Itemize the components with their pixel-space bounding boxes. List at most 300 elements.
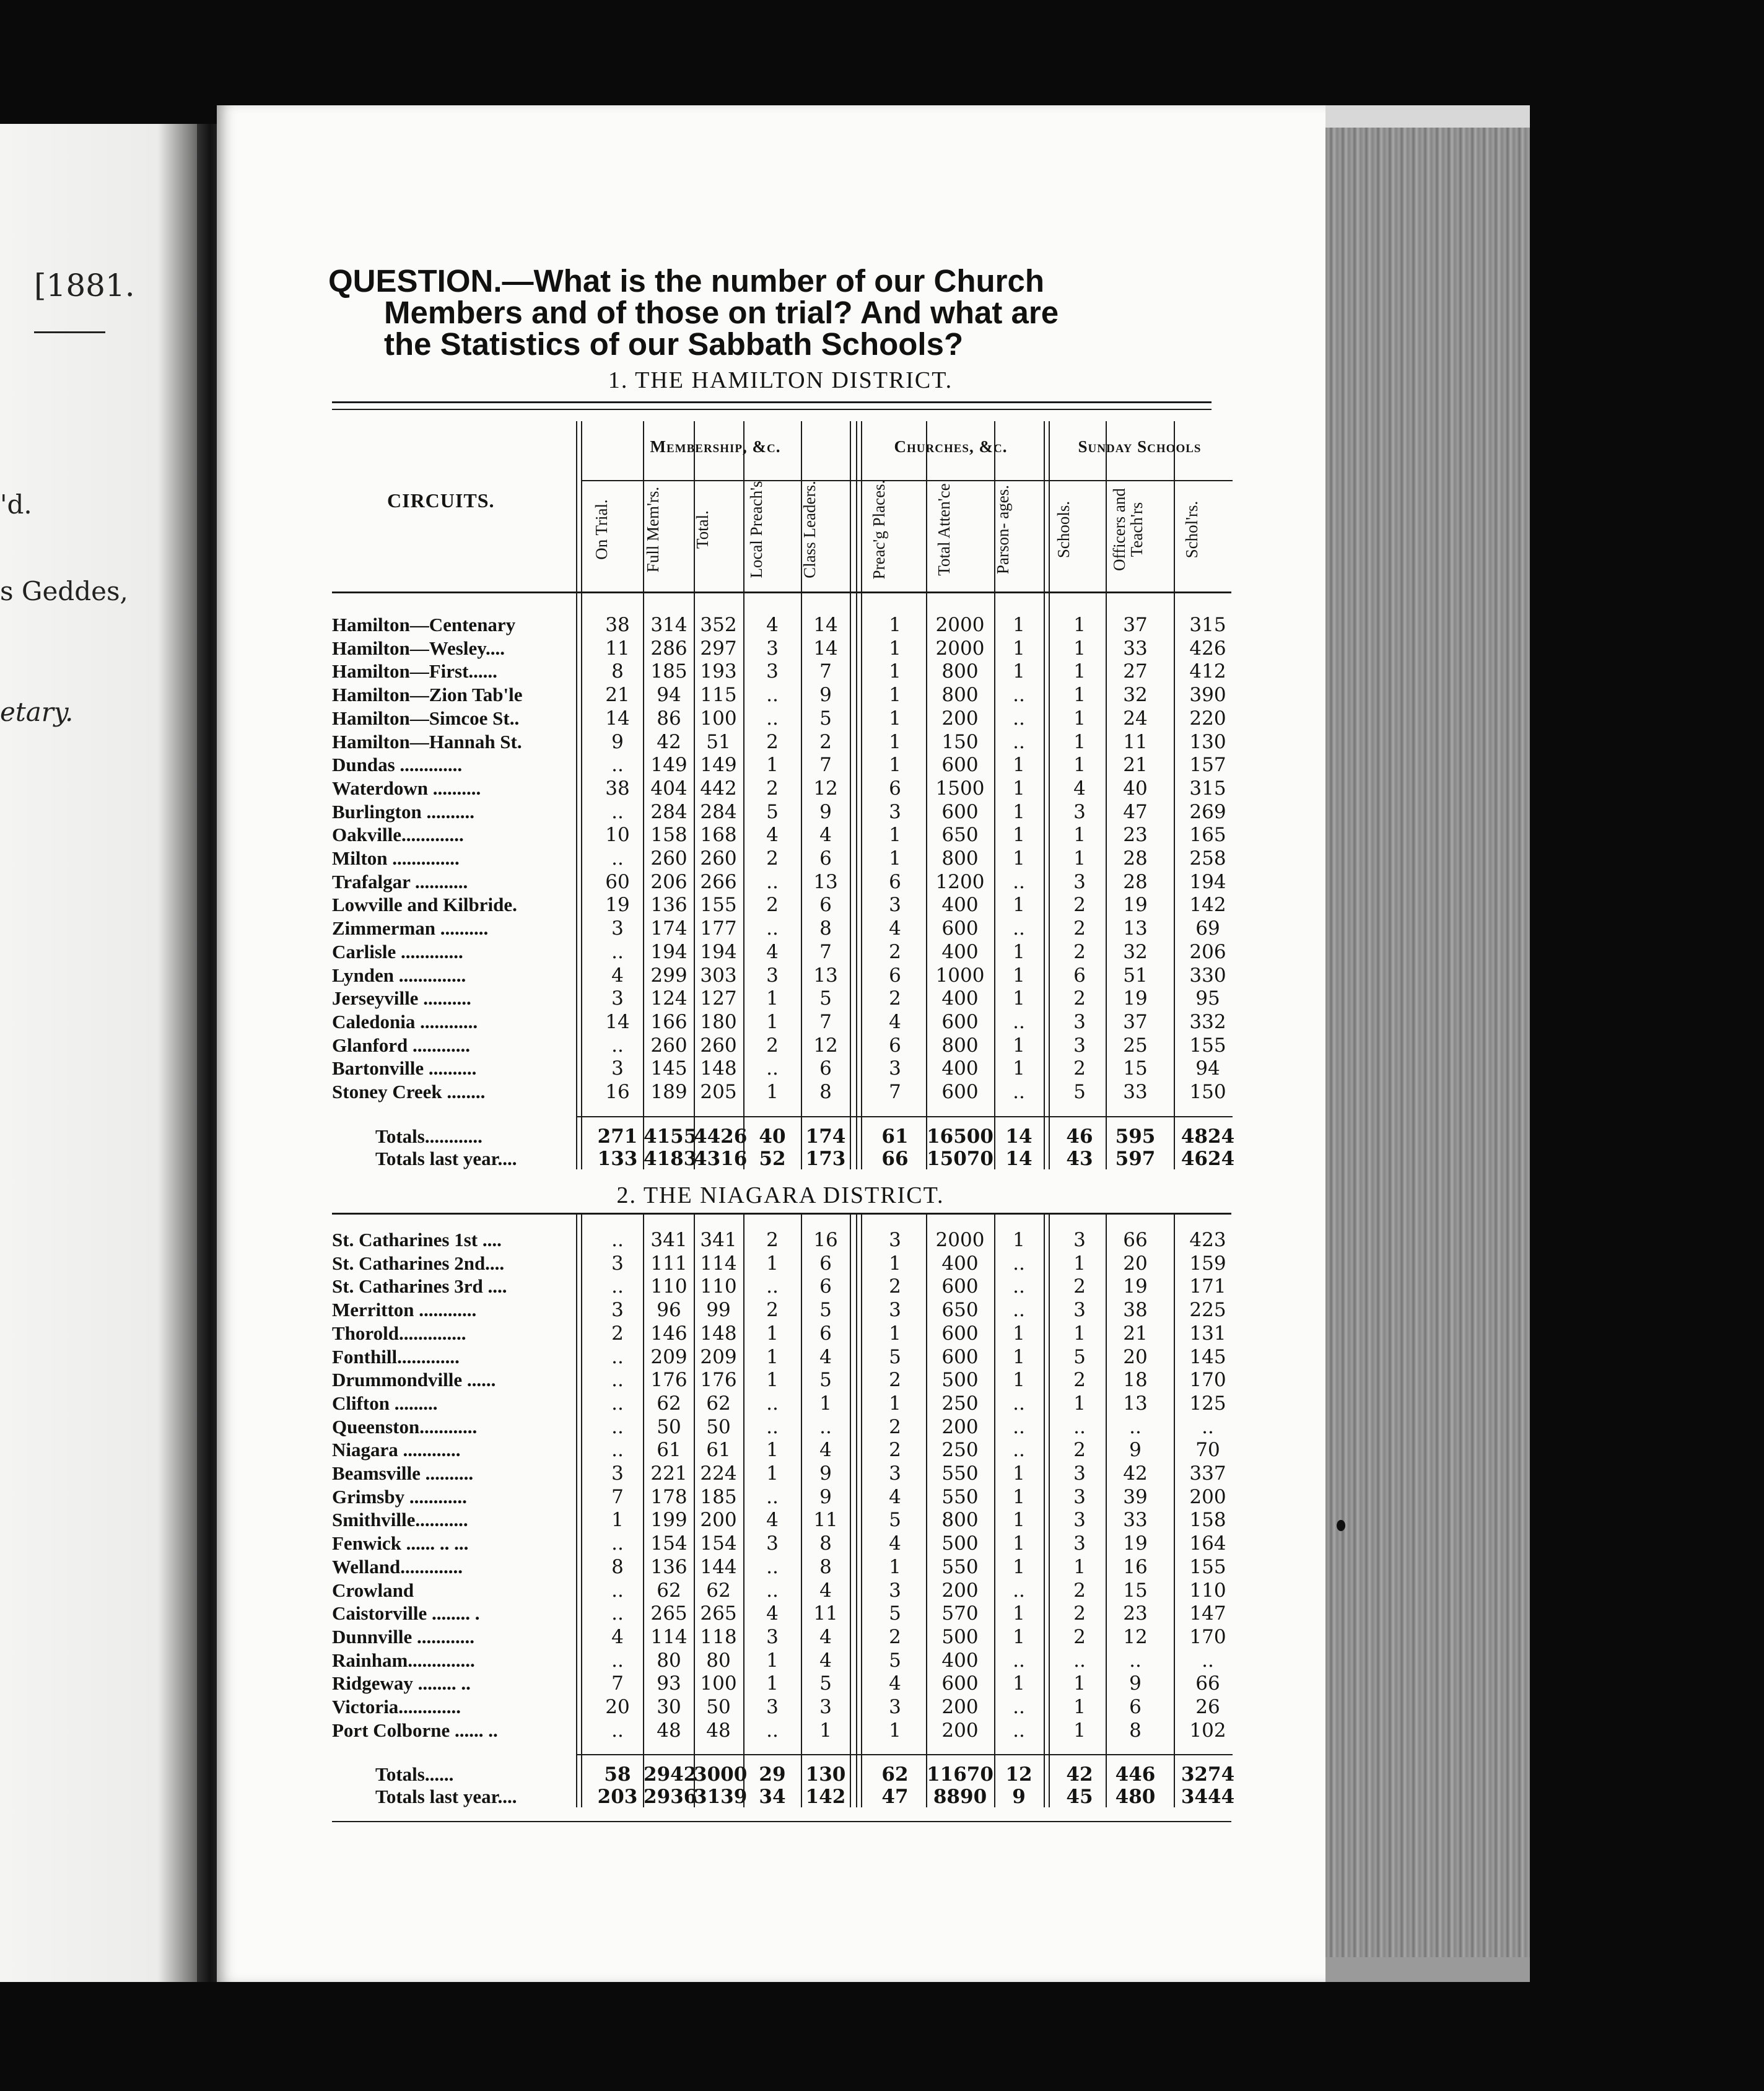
cell-full-members: 314 [650,614,688,636]
cell-local-preachers: .. [766,870,779,893]
table-row [332,637,1236,660]
cell-parsonages: .. [1013,1439,1025,1462]
district-title-hamilton: 1. THE HAMILTON DISTRICT. [608,367,953,393]
cell-total-members: 48 [706,1719,731,1742]
circuit-name: Bartonville .......... [332,1057,477,1080]
cell-class-leaders: 12 [813,1034,838,1057]
cell-parsonages: 1 [1013,940,1025,963]
cell-officers-teachers: 16 [1123,1555,1148,1578]
table-row [332,1532,1236,1555]
cell-schools: 42 [1066,1763,1093,1786]
cell-on-trial: 203 [597,1786,638,1809]
cell-total-attendance: 200 [941,1579,979,1602]
column-rule [1174,1214,1175,1807]
page-fore-edge [1325,105,1530,1982]
table-row [332,683,1236,707]
cell-officers-teachers: 25 [1123,1034,1148,1057]
cell-full-members: 48 [657,1719,681,1742]
cell-parsonages: .. [1013,1579,1025,1602]
cell-on-trial: .. [611,1345,624,1368]
cell-class-leaders: 6 [819,1275,832,1298]
cell-scholars: 159 [1189,1252,1226,1275]
cell-parsonages: 1 [1013,1625,1025,1648]
cell-on-trial: 3 [611,1057,624,1080]
circuit-name: St. Catharines 1st .... [332,1229,502,1251]
cell-full-members: 42 [657,730,681,753]
cell-officers-teachers: 40 [1123,777,1148,800]
cell-schools: 3 [1073,1010,1086,1033]
cell-scholars: 4824 [1181,1125,1235,1148]
cell-preaching-places: 1 [889,1392,901,1415]
cell-parsonages: 1 [1013,1602,1025,1625]
cell-scholars: 332 [1189,1010,1226,1033]
cell-total-members: 341 [700,1229,737,1251]
cell-officers-teachers: 33 [1123,637,1148,660]
cell-officers-teachers: 37 [1123,1010,1148,1033]
cell-total-members: 114 [700,1252,737,1275]
district-divider-rule [332,1213,1231,1215]
cell-officers-teachers: 19 [1123,1275,1148,1298]
cell-local-preachers: 3 [766,1532,779,1555]
cell-total-members: 265 [700,1602,737,1625]
table-row [332,800,1236,824]
cell-officers-teachers: 595 [1115,1125,1156,1148]
cell-preaching-places: 7 [889,1081,901,1103]
cell-local-preachers: 1 [766,1322,779,1345]
cell-parsonages: 1 [1013,754,1025,777]
cell-parsonages: .. [1013,1719,1025,1742]
cell-full-members: 110 [650,1275,688,1298]
cell-officers-teachers: 19 [1123,894,1148,917]
cell-total-members: 209 [700,1345,737,1368]
column-header-total-members [694,471,743,588]
cell-schools: 1 [1073,824,1086,847]
cell-total-attendance: 1200 [935,870,985,893]
cell-total-members: 168 [700,824,737,847]
left-page-fragment: s Geddes, [0,576,128,606]
cell-local-preachers: 1 [766,1369,779,1392]
cell-class-leaders: 173 [805,1147,846,1170]
cell-parsonages: 9 [1012,1786,1026,1809]
table-row [332,1719,1236,1742]
cell-on-trial: 3 [611,917,624,940]
cell-officers-teachers: .. [1129,1415,1142,1438]
circuit-name: Glanford ............ [332,1034,471,1056]
churches-group-header: Churches, &c. [894,437,1008,456]
cell-total-attendance: 250 [941,1439,979,1462]
cell-scholars: 171 [1189,1275,1226,1298]
cell-local-preachers: 1 [766,1252,779,1275]
cell-total-attendance: 400 [941,1057,979,1080]
cell-local-preachers: 5 [766,800,779,823]
cell-schools: 3 [1073,1509,1086,1532]
cell-officers-teachers: 9 [1129,1439,1142,1462]
column-header-class-leaders [801,471,850,588]
cell-on-trial: 4 [611,964,624,987]
cell-class-leaders: 5 [819,1672,832,1695]
circuit-name: Zimmerman .......... [332,917,489,940]
cell-total-members: 62 [706,1392,731,1415]
column-rule [1106,421,1107,1169]
cell-officers-teachers: 19 [1123,987,1148,1010]
circuit-name: Hamilton—Wesley.... [332,637,505,659]
cell-local-preachers: .. [766,1485,779,1508]
cell-preaching-places: 2 [889,1415,901,1438]
cell-parsonages: .. [1013,1415,1025,1438]
cell-local-preachers: 3 [766,964,779,987]
cell-on-trial: 3 [611,987,624,1010]
circuit-name: Lowville and Kilbride. [332,894,517,916]
cell-total-members: 118 [700,1625,737,1648]
cell-full-members: 194 [650,940,688,963]
table-row [332,777,1236,800]
cell-class-leaders: 4 [819,1579,832,1602]
cell-preaching-places: 2 [889,1625,901,1648]
cell-total-members: 100 [700,1672,737,1695]
cell-officers-teachers: 11 [1123,730,1148,753]
cell-total-members: 127 [700,987,737,1010]
column-header-label: Preac'g Places. [870,479,888,580]
column-rule [581,1214,582,1807]
cell-parsonages: 1 [1013,1322,1025,1345]
table-row [332,917,1236,940]
cell-scholars: 147 [1189,1602,1226,1625]
cell-preaching-places: 2 [889,1369,901,1392]
cell-class-leaders: 5 [819,987,832,1010]
circuit-name: Queenston............ [332,1415,478,1438]
circuit-name: Stoney Creek ........ [332,1081,486,1102]
cell-full-members: 30 [657,1696,681,1718]
table-row [332,1625,1236,1649]
cell-on-trial: 58 [604,1763,631,1786]
table-top-rule [332,401,1212,403]
left-page-fragment: 'd. [0,489,32,520]
cell-preaching-places: 4 [889,1485,901,1508]
cell-full-members: 146 [650,1322,688,1345]
cell-on-trial: .. [611,1369,624,1392]
cell-preaching-places: 6 [889,777,901,800]
cell-scholars: .. [1202,1649,1214,1672]
cell-total-members: 193 [700,660,737,683]
cell-schools: 2 [1073,1275,1086,1298]
cell-local-preachers: .. [766,684,779,707]
circuit-name: Merritton ............ [332,1299,477,1321]
question-line: QUESTION.—What is the number of our Church [328,263,1045,299]
cell-local-preachers: .. [766,1719,779,1742]
cell-scholars: 66 [1195,1672,1220,1695]
cell-officers-teachers: 6 [1129,1696,1142,1718]
cell-total-members: 260 [700,1034,737,1057]
column-rule [694,421,695,1169]
column-rule [743,421,744,1169]
cell-total-attendance: 600 [941,1275,979,1298]
cell-schools: 43 [1066,1147,1093,1170]
cell-total-members: 185 [700,1485,737,1508]
cell-full-members: 96 [657,1299,681,1322]
column-rule [1106,1214,1107,1807]
cell-class-leaders: 142 [805,1786,846,1809]
circuit-name: Crowland [332,1579,414,1601]
cell-total-members: 194 [700,940,737,963]
cell-local-preachers: 29 [759,1763,786,1786]
cell-total-members: 99 [706,1299,731,1322]
circuit-name: Hamilton—Zion Tab'le [332,684,523,706]
totals-label: Totals last year.... [375,1786,517,1808]
cell-local-preachers: 3 [766,660,779,683]
cell-full-members: 299 [650,964,688,987]
table-row [332,870,1236,894]
cell-parsonages: 1 [1013,824,1025,847]
circuit-name: Clifton ......... [332,1392,438,1414]
cell-schools: 2 [1073,1057,1086,1080]
totals-rule [576,1116,1233,1117]
cell-scholars: 206 [1189,940,1226,963]
totals-row [332,1147,1236,1171]
cell-total-members: 51 [706,730,731,753]
cell-class-leaders: .. [819,1415,832,1438]
table-row [332,1438,1236,1462]
table-row [332,1275,1236,1298]
cell-class-leaders: 1 [819,1719,832,1742]
cell-officers-teachers: 597 [1115,1147,1156,1170]
cell-total-members: 149 [700,754,737,777]
left-page-rule [34,331,105,333]
circuit-name: Hamilton—Centenary [332,614,516,635]
cell-on-trial: 60 [605,870,630,893]
cell-total-attendance: 600 [941,754,979,777]
table-row [332,707,1236,730]
cell-parsonages: .. [1013,870,1025,893]
cell-full-members: 158 [650,824,688,847]
column-rule [1044,421,1045,1169]
cell-on-trial: .. [611,1415,624,1438]
circuit-name: Trafalgar ........... [332,870,468,893]
cell-scholars: 200 [1189,1485,1226,1508]
cell-preaching-places: 6 [889,870,901,893]
cell-local-preachers: .. [766,1415,779,1438]
column-rule [1049,421,1050,1169]
circuit-name: Ridgeway ........ .. [332,1672,471,1695]
cell-preaching-places: 66 [881,1147,909,1170]
cell-total-attendance: 800 [941,684,979,707]
cell-scholars: 225 [1189,1299,1226,1322]
cell-full-members: 2942 [644,1763,697,1786]
cell-officers-teachers: 20 [1123,1252,1148,1275]
cell-schools: 1 [1073,847,1086,870]
totals-row [332,1125,1236,1148]
column-rule [850,421,851,1169]
cell-parsonages: 1 [1013,987,1025,1010]
cell-scholars: 145 [1189,1345,1226,1368]
cell-local-preachers: .. [766,1579,779,1602]
cell-scholars: 69 [1195,917,1220,940]
cell-schools: 3 [1073,1034,1086,1057]
cell-scholars: 102 [1189,1719,1226,1742]
table-row [332,1345,1236,1369]
cell-preaching-places: 5 [889,1345,901,1368]
column-header-on-trial [593,471,642,588]
left-page-year: [1881. [34,268,135,303]
circuit-name: St. Catharines 3rd .... [332,1275,507,1298]
cell-total-attendance: 600 [941,917,979,940]
cell-class-leaders: 4 [819,824,832,847]
cell-scholars: 150 [1189,1081,1226,1103]
table-row [332,660,1236,683]
cell-schools: 1 [1073,614,1086,636]
cell-on-trial: 133 [597,1147,638,1170]
left-facing-page [0,124,197,1982]
cell-full-members: 4155 [644,1125,697,1148]
cell-on-trial: 11 [605,637,630,660]
cell-total-attendance: 250 [941,1392,979,1415]
circuit-name: Jerseyville .......... [332,987,471,1010]
cell-scholars: 170 [1189,1369,1226,1392]
cell-preaching-places: 6 [889,964,901,987]
table-row [332,1462,1236,1485]
totals-row [332,1763,1236,1786]
cell-parsonages: 1 [1013,1345,1025,1368]
cell-full-members: 61 [657,1439,681,1462]
cell-full-members: 176 [650,1369,688,1392]
cell-local-preachers: 1 [766,1649,779,1672]
table-row [332,964,1236,987]
cell-total-members: 61 [706,1439,731,1462]
cell-parsonages: 1 [1013,660,1025,683]
cell-on-trial: 19 [605,894,630,917]
cell-schools: 2 [1073,1439,1086,1462]
cell-parsonages: 1 [1013,1229,1025,1251]
cell-class-leaders: 11 [813,1509,838,1532]
cell-full-members: 221 [650,1462,688,1485]
cell-local-preachers: 1 [766,1081,779,1103]
table-row [332,1555,1236,1579]
cell-local-preachers: 1 [766,1010,779,1033]
cell-parsonages: 12 [1005,1763,1033,1786]
cell-class-leaders: 6 [819,1057,832,1080]
cell-on-trial: 4 [611,1625,624,1648]
cell-schools: 5 [1073,1081,1086,1103]
cell-total-attendance: 550 [941,1555,979,1578]
circuit-name: Niagara ............ [332,1439,461,1461]
cell-scholars: 95 [1195,987,1220,1010]
table-row [332,823,1236,847]
cell-on-trial: .. [611,847,624,870]
cell-full-members: 206 [650,870,688,893]
circuit-name: Lynden .............. [332,964,466,986]
fore-edge-top [1325,105,1530,128]
table-row [332,1228,1236,1252]
cell-on-trial: 20 [605,1696,630,1718]
cell-preaching-places: 2 [889,987,901,1010]
cell-scholars: 165 [1189,824,1226,847]
column-rule [801,1214,802,1807]
cell-schools: 5 [1073,1345,1086,1368]
cell-on-trial: .. [611,1532,624,1555]
left-page-fragment: etary. [0,697,74,727]
cell-schools: 3 [1073,1229,1086,1251]
cell-preaching-places: 3 [889,1696,901,1718]
cell-class-leaders: 9 [819,1485,832,1508]
cell-local-preachers: .. [766,917,779,940]
cell-scholars: 158 [1189,1509,1226,1532]
table-row [332,1368,1236,1392]
cell-officers-teachers: 33 [1123,1081,1148,1103]
cell-local-preachers: 1 [766,1439,779,1462]
cell-total-attendance: 550 [941,1485,979,1508]
cell-parsonages: 14 [1005,1147,1033,1170]
cell-total-members: 4316 [694,1147,748,1170]
header-bottom-rule [332,592,1231,593]
cell-total-attendance: 1500 [935,777,985,800]
cell-schools: 4 [1073,777,1086,800]
cell-total-attendance: 550 [941,1462,979,1485]
cell-officers-teachers: 23 [1123,1602,1148,1625]
cell-class-leaders: 14 [813,614,838,636]
cell-local-preachers: 1 [766,987,779,1010]
cell-preaching-places: 3 [889,1057,901,1080]
cell-preaching-places: 3 [889,894,901,917]
cell-preaching-places: 47 [881,1786,909,1809]
cell-officers-teachers: 51 [1123,964,1148,987]
cell-full-members: 260 [650,1034,688,1057]
cell-on-trial: 3 [611,1462,624,1485]
cell-officers-teachers: 32 [1123,940,1148,963]
cell-full-members: 114 [650,1625,688,1648]
column-header-full-members [644,471,694,588]
cell-schools: 1 [1073,754,1086,777]
cell-schools: 46 [1066,1125,1093,1148]
cell-parsonages: .. [1013,1252,1025,1275]
circuit-name: Smithville........... [332,1509,468,1531]
table-row [332,1298,1236,1322]
column-header-total-attendance [935,471,985,588]
circuit-name: Drummondville ...... [332,1369,496,1391]
circuit-name: Milton .............. [332,847,460,869]
cell-local-preachers: 3 [766,1696,779,1718]
circuit-name: Hamilton—First...... [332,660,497,683]
cell-total-members: 80 [706,1649,731,1672]
cell-scholars: 423 [1189,1229,1226,1251]
cell-parsonages: 1 [1013,800,1025,823]
cell-officers-teachers: 33 [1123,1509,1148,1532]
table-row [332,730,1236,754]
cell-on-trial: .. [611,1649,624,1672]
cell-scholars: 330 [1189,964,1226,987]
cell-preaching-places: 4 [889,1532,901,1555]
cell-on-trial: .. [611,1719,624,1742]
table-row [332,1392,1236,1415]
cell-schools: 3 [1073,870,1086,893]
cell-total-attendance: 600 [941,1672,979,1695]
column-rule [994,1214,995,1807]
column-header-label: Total. [693,510,712,549]
cell-full-members: 145 [650,1057,688,1080]
cell-schools: 1 [1073,1252,1086,1275]
totals-label: Totals...... [375,1763,454,1786]
cell-total-attendance: 800 [941,847,979,870]
cell-scholars: 26 [1195,1696,1220,1718]
cell-total-attendance: 15070 [927,1147,993,1170]
cell-on-trial: .. [611,1439,624,1462]
cell-full-members: 260 [650,847,688,870]
cell-preaching-places: 1 [889,684,901,707]
cell-officers-teachers: 9 [1129,1672,1142,1695]
cell-class-leaders: 6 [819,1252,832,1275]
cell-total-attendance: 8890 [933,1786,987,1809]
cell-officers-teachers: .. [1129,1649,1142,1672]
cell-preaching-places: 6 [889,1034,901,1057]
circuit-name: St. Catharines 2nd.... [332,1252,505,1274]
